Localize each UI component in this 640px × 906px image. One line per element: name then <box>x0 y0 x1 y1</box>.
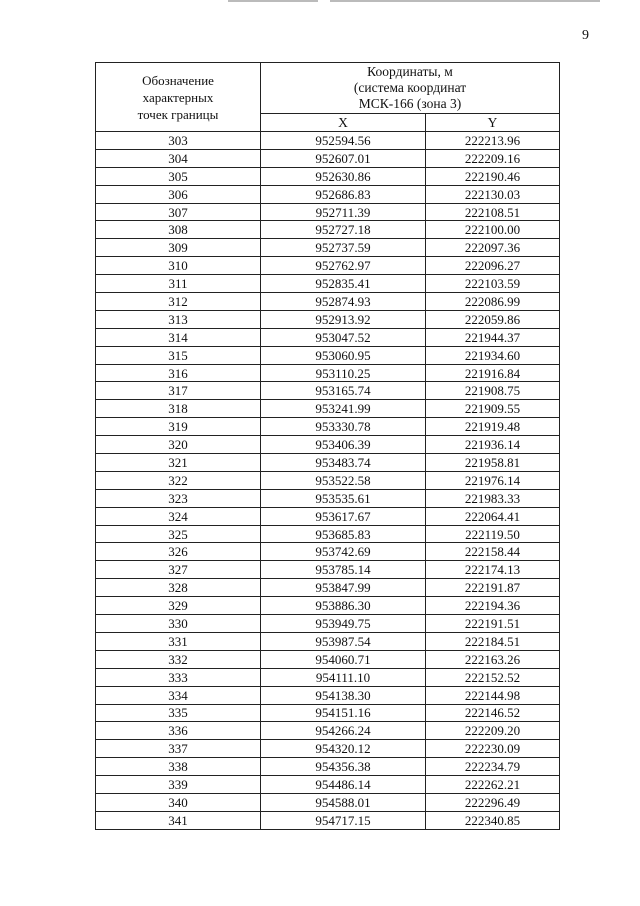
x-coordinate-cell: 954356.38 <box>261 758 426 776</box>
point-column-header <box>96 63 261 132</box>
y-coordinate-cell: 222234.79 <box>426 758 560 776</box>
x-coordinate-cell: 953110.25 <box>261 364 426 382</box>
point-cell: 311 <box>96 275 261 293</box>
table-row <box>96 364 560 382</box>
table-row <box>96 239 560 257</box>
y-coordinate-cell: 222190.46 <box>426 167 560 185</box>
x-coordinate-cell: 953617.67 <box>261 507 426 525</box>
x-coordinate-cell: 953886.30 <box>261 597 426 615</box>
point-cell: 330 <box>96 615 261 633</box>
x-coordinate-cell: 952874.93 <box>261 293 426 311</box>
point-cell: 308 <box>96 221 261 239</box>
y-coordinate-cell: 221983.33 <box>426 489 560 507</box>
x-coordinate-cell: 954486.14 <box>261 776 426 794</box>
point-header-line: точек границы <box>137 106 219 122</box>
y-coordinate-cell: 222163.26 <box>426 650 560 668</box>
x-coordinate-cell: 953483.74 <box>261 454 426 472</box>
y-coordinate-cell: 221944.37 <box>426 328 560 346</box>
table-row <box>96 382 560 400</box>
table-row <box>96 132 560 150</box>
point-cell: 328 <box>96 579 261 597</box>
table-header <box>96 63 560 132</box>
point-cell: 321 <box>96 454 261 472</box>
x-coordinate-cell: 953987.54 <box>261 632 426 650</box>
y-coordinate-cell: 222340.85 <box>426 811 560 829</box>
coordinates-column-header <box>261 63 560 114</box>
x-coordinate-cell: 953742.69 <box>261 543 426 561</box>
point-cell: 329 <box>96 597 261 615</box>
point-cell: 314 <box>96 328 261 346</box>
x-coordinate-cell: 954138.30 <box>261 686 426 704</box>
y-coordinate-cell: 221909.55 <box>426 400 560 418</box>
point-cell: 305 <box>96 167 261 185</box>
point-cell: 310 <box>96 257 261 275</box>
y-coordinate-cell: 221919.48 <box>426 418 560 436</box>
x-coordinate-cell: 953406.39 <box>261 436 426 454</box>
x-coordinate-cell: 952630.86 <box>261 167 426 185</box>
y-coordinate-cell: 222103.59 <box>426 275 560 293</box>
x-coordinate-cell: 953522.58 <box>261 471 426 489</box>
scan-edge-line-left <box>228 0 318 2</box>
point-cell: 319 <box>96 418 261 436</box>
point-cell: 304 <box>96 149 261 167</box>
table-row <box>96 758 560 776</box>
y-column-header: Y <box>426 114 560 132</box>
y-coordinate-cell: 222130.03 <box>426 185 560 203</box>
point-header-line: характерных <box>142 89 214 105</box>
y-coordinate-cell: 222119.50 <box>426 525 560 543</box>
table-row <box>96 436 560 454</box>
x-coordinate-cell: 953047.52 <box>261 328 426 346</box>
point-cell: 334 <box>96 686 261 704</box>
table-row <box>96 185 560 203</box>
y-coordinate-cell: 222158.44 <box>426 543 560 561</box>
y-coordinate-cell: 222086.99 <box>426 293 560 311</box>
y-coordinate-cell: 222191.51 <box>426 615 560 633</box>
x-coordinate-cell: 953785.14 <box>261 561 426 579</box>
coordinates-table <box>95 62 560 830</box>
x-coordinate-cell: 954151.16 <box>261 704 426 722</box>
x-coordinate-cell: 952913.92 <box>261 310 426 328</box>
point-cell: 340 <box>96 793 261 811</box>
point-cell: 323 <box>96 489 261 507</box>
x-coordinate-cell: 953949.75 <box>261 615 426 633</box>
point-cell: 313 <box>96 310 261 328</box>
x-coordinate-cell: 952835.41 <box>261 275 426 293</box>
x-coordinate-cell: 954060.71 <box>261 650 426 668</box>
point-cell: 327 <box>96 561 261 579</box>
x-coordinate-cell: 952737.59 <box>261 239 426 257</box>
table-row <box>96 203 560 221</box>
point-cell: 335 <box>96 704 261 722</box>
table-row <box>96 543 560 561</box>
y-coordinate-cell: 222174.13 <box>426 561 560 579</box>
table-row <box>96 418 560 436</box>
x-coordinate-cell: 953685.83 <box>261 525 426 543</box>
y-coordinate-cell: 222144.98 <box>426 686 560 704</box>
point-cell: 312 <box>96 293 261 311</box>
x-coordinate-cell: 953165.74 <box>261 382 426 400</box>
table-row <box>96 650 560 668</box>
point-cell: 331 <box>96 632 261 650</box>
x-coordinate-cell: 953060.95 <box>261 346 426 364</box>
point-cell: 324 <box>96 507 261 525</box>
x-coordinate-cell: 953847.99 <box>261 579 426 597</box>
y-coordinate-cell: 222213.96 <box>426 132 560 150</box>
x-coordinate-cell: 954266.24 <box>261 722 426 740</box>
y-coordinate-cell: 222096.27 <box>426 257 560 275</box>
y-coordinate-cell: 222108.51 <box>426 203 560 221</box>
y-coordinate-cell: 221936.14 <box>426 436 560 454</box>
coords-header-line: Координаты, м <box>367 64 453 79</box>
x-coordinate-cell: 952594.56 <box>261 132 426 150</box>
table-row <box>96 579 560 597</box>
table-row <box>96 275 560 293</box>
table-row <box>96 346 560 364</box>
y-coordinate-cell: 221916.84 <box>426 364 560 382</box>
x-coordinate-cell: 952762.97 <box>261 257 426 275</box>
x-coordinate-cell: 954717.15 <box>261 811 426 829</box>
x-coordinate-cell: 954320.12 <box>261 740 426 758</box>
y-coordinate-cell: 222230.09 <box>426 740 560 758</box>
x-coordinate-cell: 954111.10 <box>261 668 426 686</box>
y-coordinate-cell: 221976.14 <box>426 471 560 489</box>
table-row <box>96 400 560 418</box>
table-row <box>96 293 560 311</box>
table-row <box>96 167 560 185</box>
y-coordinate-cell: 221908.75 <box>426 382 560 400</box>
point-cell: 317 <box>96 382 261 400</box>
x-coordinate-cell: 953241.99 <box>261 400 426 418</box>
table-row <box>96 686 560 704</box>
point-cell: 333 <box>96 668 261 686</box>
x-coordinate-cell: 954588.01 <box>261 793 426 811</box>
x-coordinate-cell: 952607.01 <box>261 149 426 167</box>
point-cell: 307 <box>96 203 261 221</box>
x-coordinate-cell: 952711.39 <box>261 203 426 221</box>
coords-header-line: МСК-166 (зона 3) <box>358 96 462 111</box>
table-row <box>96 615 560 633</box>
point-cell: 306 <box>96 185 261 203</box>
y-coordinate-cell: 222296.49 <box>426 793 560 811</box>
y-coordinate-cell: 222184.51 <box>426 632 560 650</box>
table-row <box>96 310 560 328</box>
table-body <box>96 132 560 830</box>
table-row <box>96 525 560 543</box>
point-cell: 336 <box>96 722 261 740</box>
table-row <box>96 793 560 811</box>
y-coordinate-cell: 222194.36 <box>426 597 560 615</box>
point-header-line: Обозначение <box>142 72 214 88</box>
point-cell: 337 <box>96 740 261 758</box>
table-row <box>96 776 560 794</box>
table-row <box>96 597 560 615</box>
point-cell: 309 <box>96 239 261 257</box>
table-row <box>96 704 560 722</box>
x-column-header: X <box>261 114 426 132</box>
y-coordinate-cell: 222152.52 <box>426 668 560 686</box>
scan-edge-line-right <box>330 0 600 2</box>
table-row <box>96 811 560 829</box>
table-row <box>96 722 560 740</box>
point-cell: 341 <box>96 811 261 829</box>
table-row <box>96 328 560 346</box>
point-cell: 316 <box>96 364 261 382</box>
y-coordinate-cell: 222209.20 <box>426 722 560 740</box>
x-coordinate-cell: 953330.78 <box>261 418 426 436</box>
y-coordinate-cell: 222064.41 <box>426 507 560 525</box>
point-cell: 326 <box>96 543 261 561</box>
point-cell: 318 <box>96 400 261 418</box>
table-row <box>96 221 560 239</box>
point-cell: 338 <box>96 758 261 776</box>
table-row <box>96 257 560 275</box>
y-coordinate-cell: 222097.36 <box>426 239 560 257</box>
point-cell: 315 <box>96 346 261 364</box>
x-coordinate-cell: 952727.18 <box>261 221 426 239</box>
table-row <box>96 454 560 472</box>
y-coordinate-cell: 222209.16 <box>426 149 560 167</box>
coords-header-line: (система координат <box>353 80 467 95</box>
x-coordinate-cell: 952686.83 <box>261 185 426 203</box>
point-cell: 325 <box>96 525 261 543</box>
table-row <box>96 507 560 525</box>
x-coordinate-cell: 953535.61 <box>261 489 426 507</box>
y-coordinate-cell: 222100.00 <box>426 221 560 239</box>
y-coordinate-cell: 221958.81 <box>426 454 560 472</box>
page-number: 9 <box>582 28 589 43</box>
y-coordinate-cell: 221934.60 <box>426 346 560 364</box>
point-cell: 332 <box>96 650 261 668</box>
table-row <box>96 489 560 507</box>
table-row <box>96 471 560 489</box>
table-row <box>96 740 560 758</box>
y-coordinate-cell: 222262.21 <box>426 776 560 794</box>
y-coordinate-cell: 222146.52 <box>426 704 560 722</box>
table-row <box>96 632 560 650</box>
y-coordinate-cell: 222059.86 <box>426 310 560 328</box>
table-row <box>96 149 560 167</box>
point-cell: 320 <box>96 436 261 454</box>
point-cell: 322 <box>96 471 261 489</box>
table-row <box>96 668 560 686</box>
table-row <box>96 561 560 579</box>
point-cell: 303 <box>96 132 261 150</box>
point-cell: 339 <box>96 776 261 794</box>
y-coordinate-cell: 222191.87 <box>426 579 560 597</box>
